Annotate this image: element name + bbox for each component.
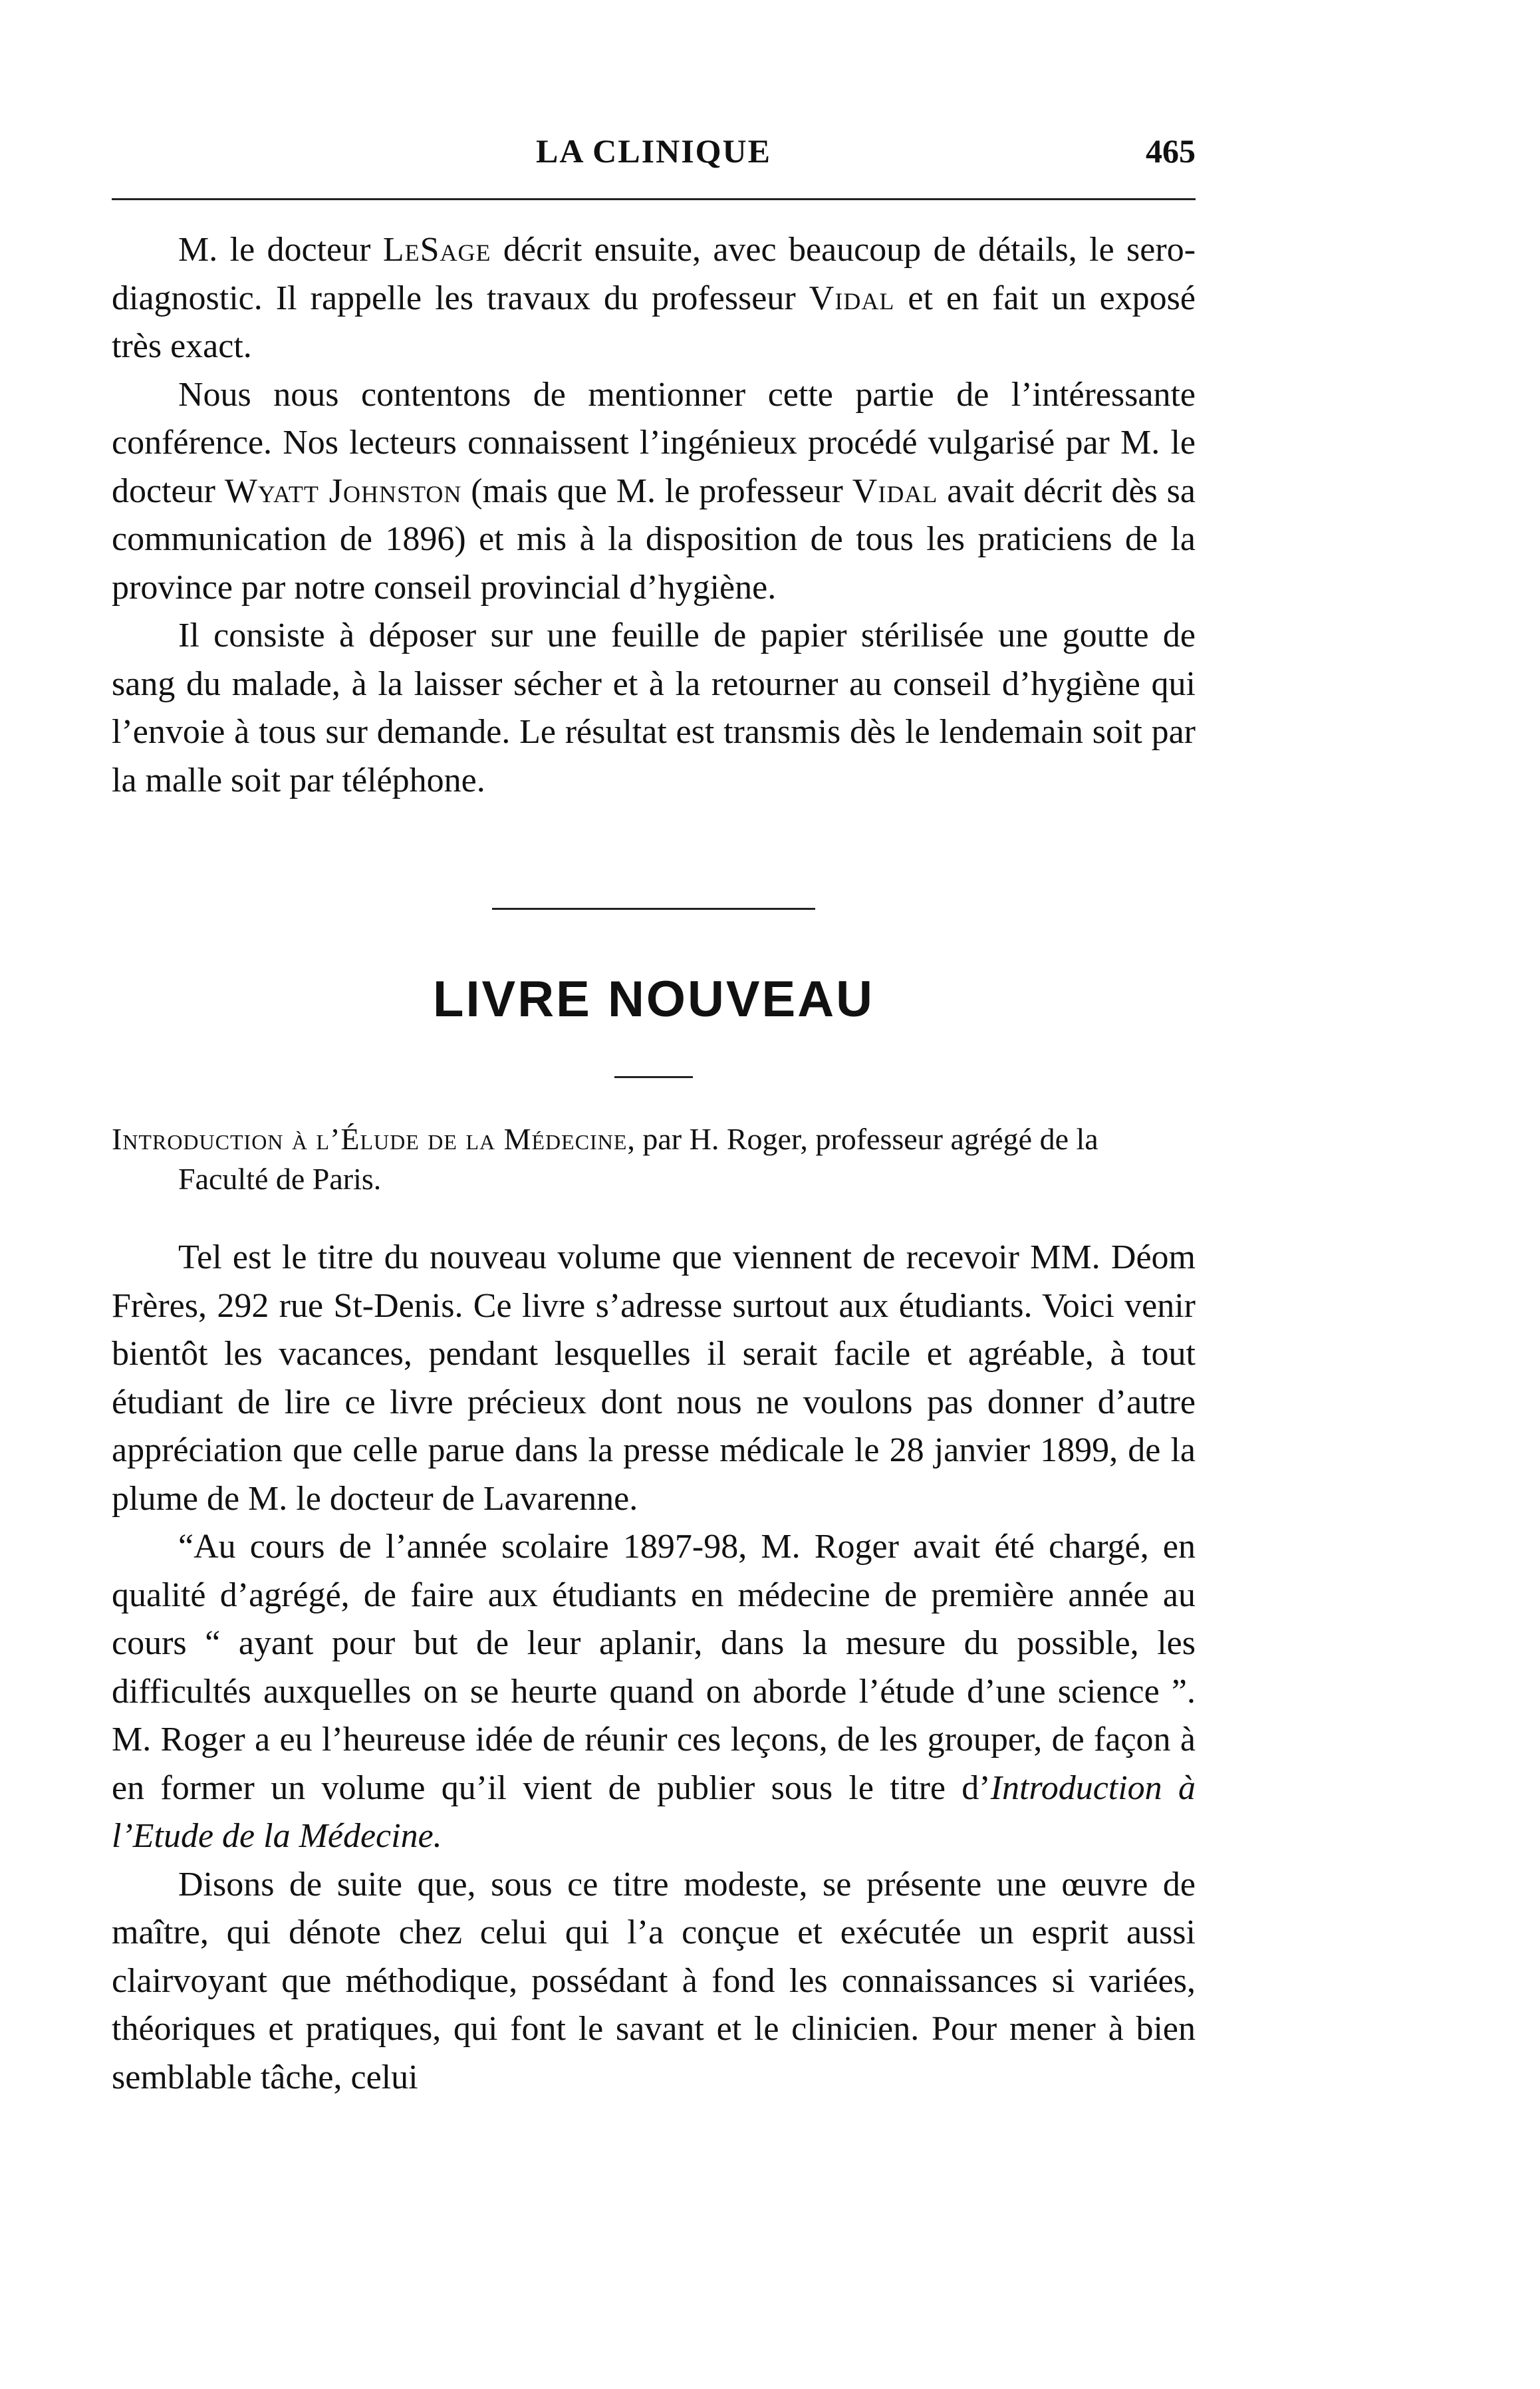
title-underline [614, 1076, 693, 1078]
text-run: Il consiste à déposer sur une feuille de papier stérilisée une goutte de sang du malade, à la laisser sécher et à la retourner au conseil d’hygiène qui l’envoie à tous sur demande. Le résultat est transmis dès le lendemain soit par la malle soit par téléphone. [112, 617, 1196, 799]
name-small-caps: Vidal [809, 279, 895, 317]
text-run: Tel est le titre du nouveau volume que viennent de recevoir MM. Déom Frères, 292 rue St-Denis. Ce livre s’adresse surtout aux étudiants. Voici venir bientôt les vacances, pendant lesquelles il serait facile et agréable, à tout étudiant de lire ce livre précieux dont nous ne voulons pas donner d’autre appréciation que celle parue dans la presse médicale le 28 janvier 1899, de la plume de M. le docteur de Lavarenne. [112, 1238, 1196, 1518]
book-reference [112, 1119, 1196, 1199]
name-small-caps: Wyatt Johnston [224, 472, 462, 510]
first-section [112, 226, 1196, 805]
section-title: LIVRE NOUVEAU [433, 971, 874, 1028]
page-body [112, 226, 1196, 2102]
text-run: M. le docteur [178, 231, 383, 269]
paragraph [112, 226, 1196, 371]
name-small-caps: Vidal [852, 472, 938, 510]
running-title: LA CLINIQUE [535, 132, 772, 170]
review-text [112, 1234, 1196, 2102]
page-number: 465 [1146, 132, 1196, 170]
text-run: “Au cours de l’année scolaire 1897-98, M. Roger avait été chargé, en qualité d’agrégé, de faire aux étudiants en médecine de première année au cours “ ayant pour but de leur aplanir, dans la mesure du possible, les difficultés auxquelles on se heurte quand on aborde l’étude d’une science ”. M. Roger a eu l’heureuse idée de réunir ces leçons, de les grouper, de façon à en former un volume qu’il vient de publier sous le titre d’ [112, 1528, 1196, 1807]
paragraph [112, 1234, 1196, 1523]
text-run: Nous nous contentons de mentionner cette partie de l’intéressante conférence. Nos lecteurs connaissent l’ingénieux procédé vulgarisé par M. le docteur [112, 375, 1196, 510]
text-run: et en fait un exposé très exact. [112, 279, 1196, 365]
paragraph [112, 1523, 1196, 1861]
header-rule [112, 198, 1196, 200]
text-run: (mais que M. le professeur [461, 472, 852, 510]
section-divider [492, 908, 815, 910]
book-author: , par H. Roger, professeur agrégé de la Faculté de Paris. [178, 1122, 1098, 1196]
paragraph [112, 612, 1196, 805]
text-run: avait décrit dès sa communication de 1896) et mis à la disposition de tous les praticiens de la province par notre conseil provincial d’hygiène. [112, 472, 1196, 607]
text-run: Disons de suite que, sous ce titre modeste, se présente une œuvre de maître, qui dénote chez celui qui l’a conçue et exécutée un esprit aussi clairvoyant que méthodique, possédant à fond les connaissances si variées, théoriques et pratiques, qui font le savant et le clinicien. Pour mener à bien semblable tâche, celui [112, 1865, 1196, 2096]
book-title: Introduction à l’Élude de la Médecine [112, 1122, 628, 1156]
spacer [112, 1199, 1196, 1234]
italic-title: Introduction à l’Etude de la Médecine. [112, 1768, 1196, 1855]
page-header [112, 132, 1196, 188]
name-small-caps: LeSage [382, 231, 491, 269]
text-run: décrit ensuite, avec beaucoup de détails, le sero-diagnostic. Il rappelle les travaux du professeur [112, 231, 1196, 317]
paragraph [112, 371, 1196, 613]
paragraph [112, 1861, 1196, 2102]
